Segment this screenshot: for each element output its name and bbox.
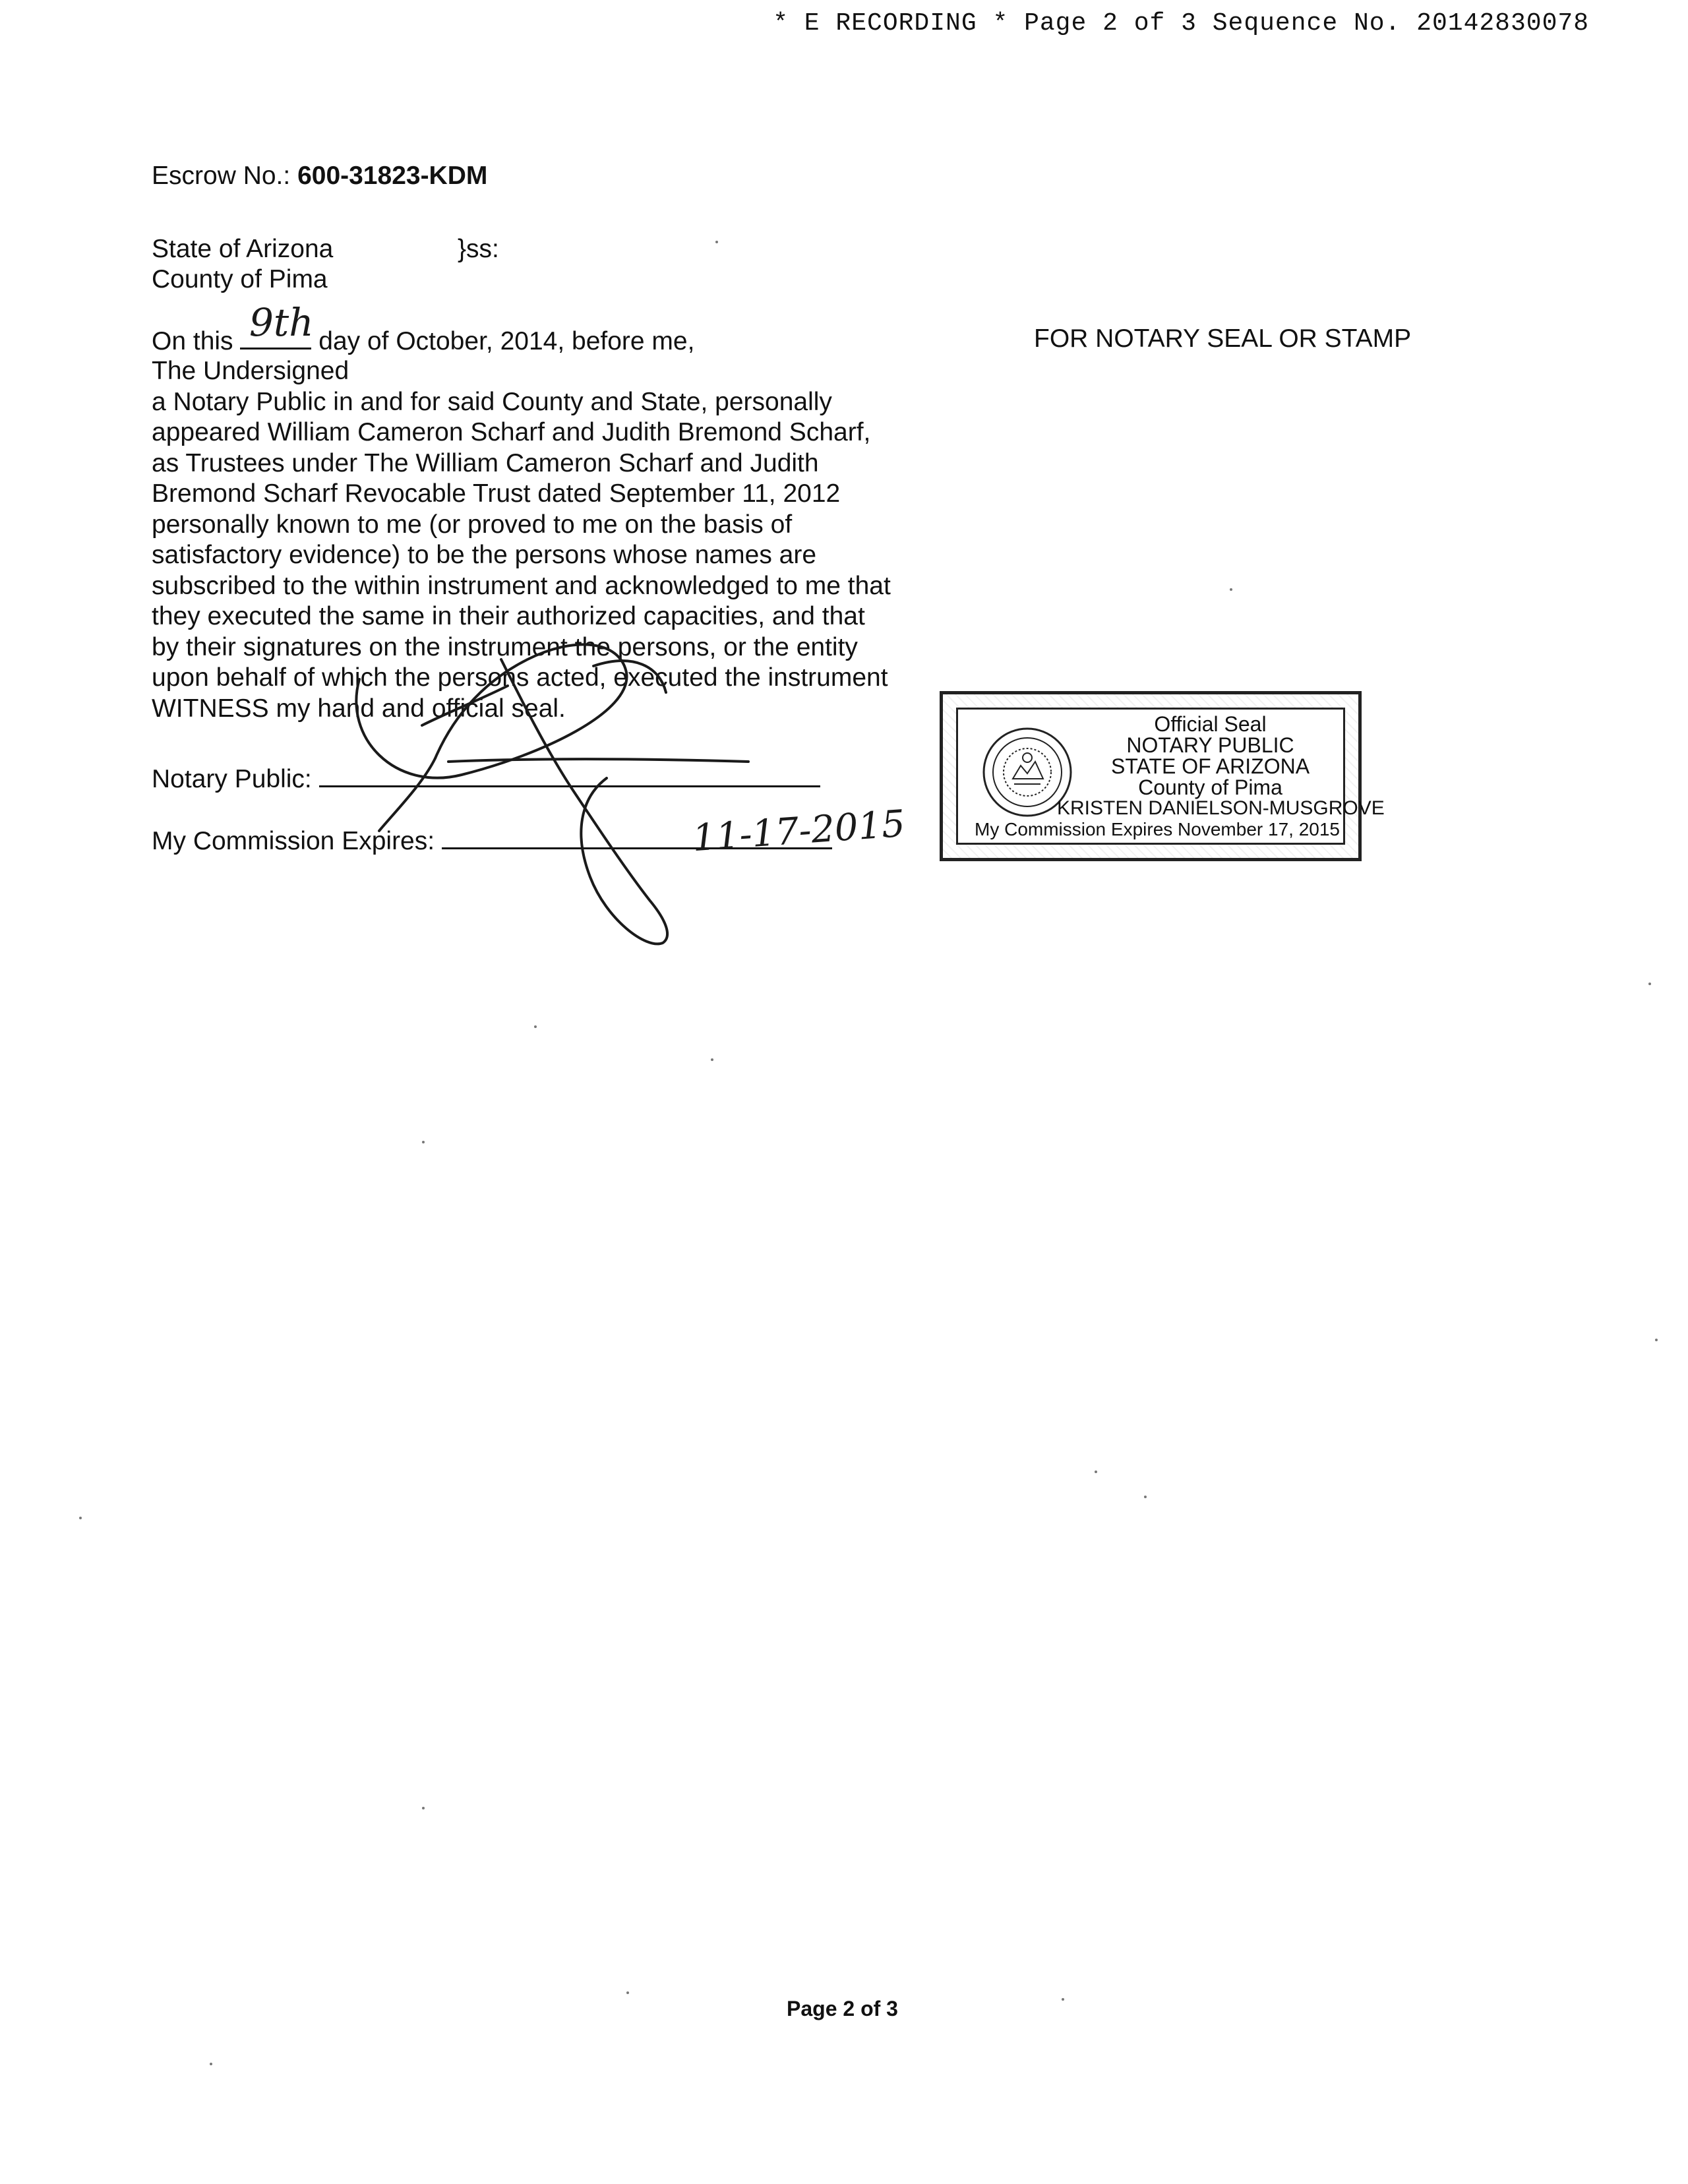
acknowledgment-line: as Trustees under The William Cameron Scharf and Judith [152, 448, 819, 477]
recording-header: * E RECORDING * Page 2 of 3 Sequence No. 20142830078 [773, 9, 1589, 38]
scan-speck [79, 1517, 82, 1519]
seal-notary-name-text: KRISTEN DANIELSON-MUSGROVE [1057, 797, 1385, 819]
seal-county-text: County of Pima [1138, 775, 1282, 799]
acknowledgment-line: upon behalf of which the persons acted, executed the instrument [152, 663, 888, 692]
acknowledgment-line: appeared William Cameron Scharf and Judith Bremond Scharf, [152, 418, 871, 446]
notary-seal-label: FOR NOTARY SEAL OR STAMP [1034, 324, 1412, 353]
handwritten-day: 9th [249, 300, 314, 345]
scan-speck [711, 1058, 713, 1061]
acknowledgment-line: WITNESS my hand and official seal. [152, 694, 566, 723]
official-seal-stamp [940, 691, 1385, 861]
scan-speck [1655, 1339, 1658, 1341]
escrow-label: Escrow No.: [152, 162, 291, 190]
venue-county: County of Pima [152, 265, 328, 293]
seal-official-seal-text: Official Seal [1154, 712, 1267, 736]
official-seal-inner [956, 708, 1385, 845]
venue-state: State of Arizona [152, 235, 334, 263]
scan-speck [1230, 588, 1232, 591]
acknowledgment-line: Bremond Scharf Revocable Trust dated September 11, 2012 [152, 479, 841, 508]
scan-speck [1095, 1471, 1097, 1473]
notary-public-label: Notary Public: [152, 765, 312, 793]
seal-commission-expires-text: My Commission Expires November 17, 2015 [975, 819, 1340, 839]
escrow-number: 600-31823-KDM [297, 162, 488, 190]
handwritten-commission-date: 11-17-2015 [691, 802, 907, 861]
acknowledgment-line: subscribed to the within instrument and acknowledged to me that [152, 571, 891, 600]
acknowledgment-line: a Notary Public in and for said County and State, personally [152, 387, 832, 416]
scan-speck [422, 1141, 425, 1143]
seal-state-text: STATE OF ARIZONA [1110, 754, 1310, 778]
acknowledgment-line: satisfactory evidence) to be the persons whose names are [152, 541, 817, 569]
scan-speck [1648, 983, 1651, 985]
acknowledgment-line: personally known to me (or proved to me on the basis of [152, 510, 793, 539]
day-of-text: day of October, 2014, before me, [318, 327, 695, 355]
acknowledgment-line: by their signatures on the instrument the persons, or the entity [152, 632, 858, 661]
acknowledgment-line: The Undersigned [152, 357, 349, 385]
scan-speck [534, 1025, 537, 1028]
scan-speck [1144, 1496, 1147, 1498]
scan-speck [1062, 1998, 1064, 2001]
scan-speck [626, 1991, 629, 1994]
page-footer: Page 2 of 3 [787, 1997, 898, 2020]
acknowledgment-line: they executed the same in their authorized capacities, and that [152, 602, 865, 630]
scan-speck [210, 2063, 212, 2065]
venue-ss: }ss: [458, 235, 499, 263]
on-this-text: On this [152, 327, 233, 355]
seal-notary-public-text: NOTARY PUBLIC [1126, 733, 1294, 757]
commission-label: My Commission Expires: [152, 827, 435, 855]
scan-speck [422, 1807, 425, 1809]
scan-speck [715, 241, 718, 243]
